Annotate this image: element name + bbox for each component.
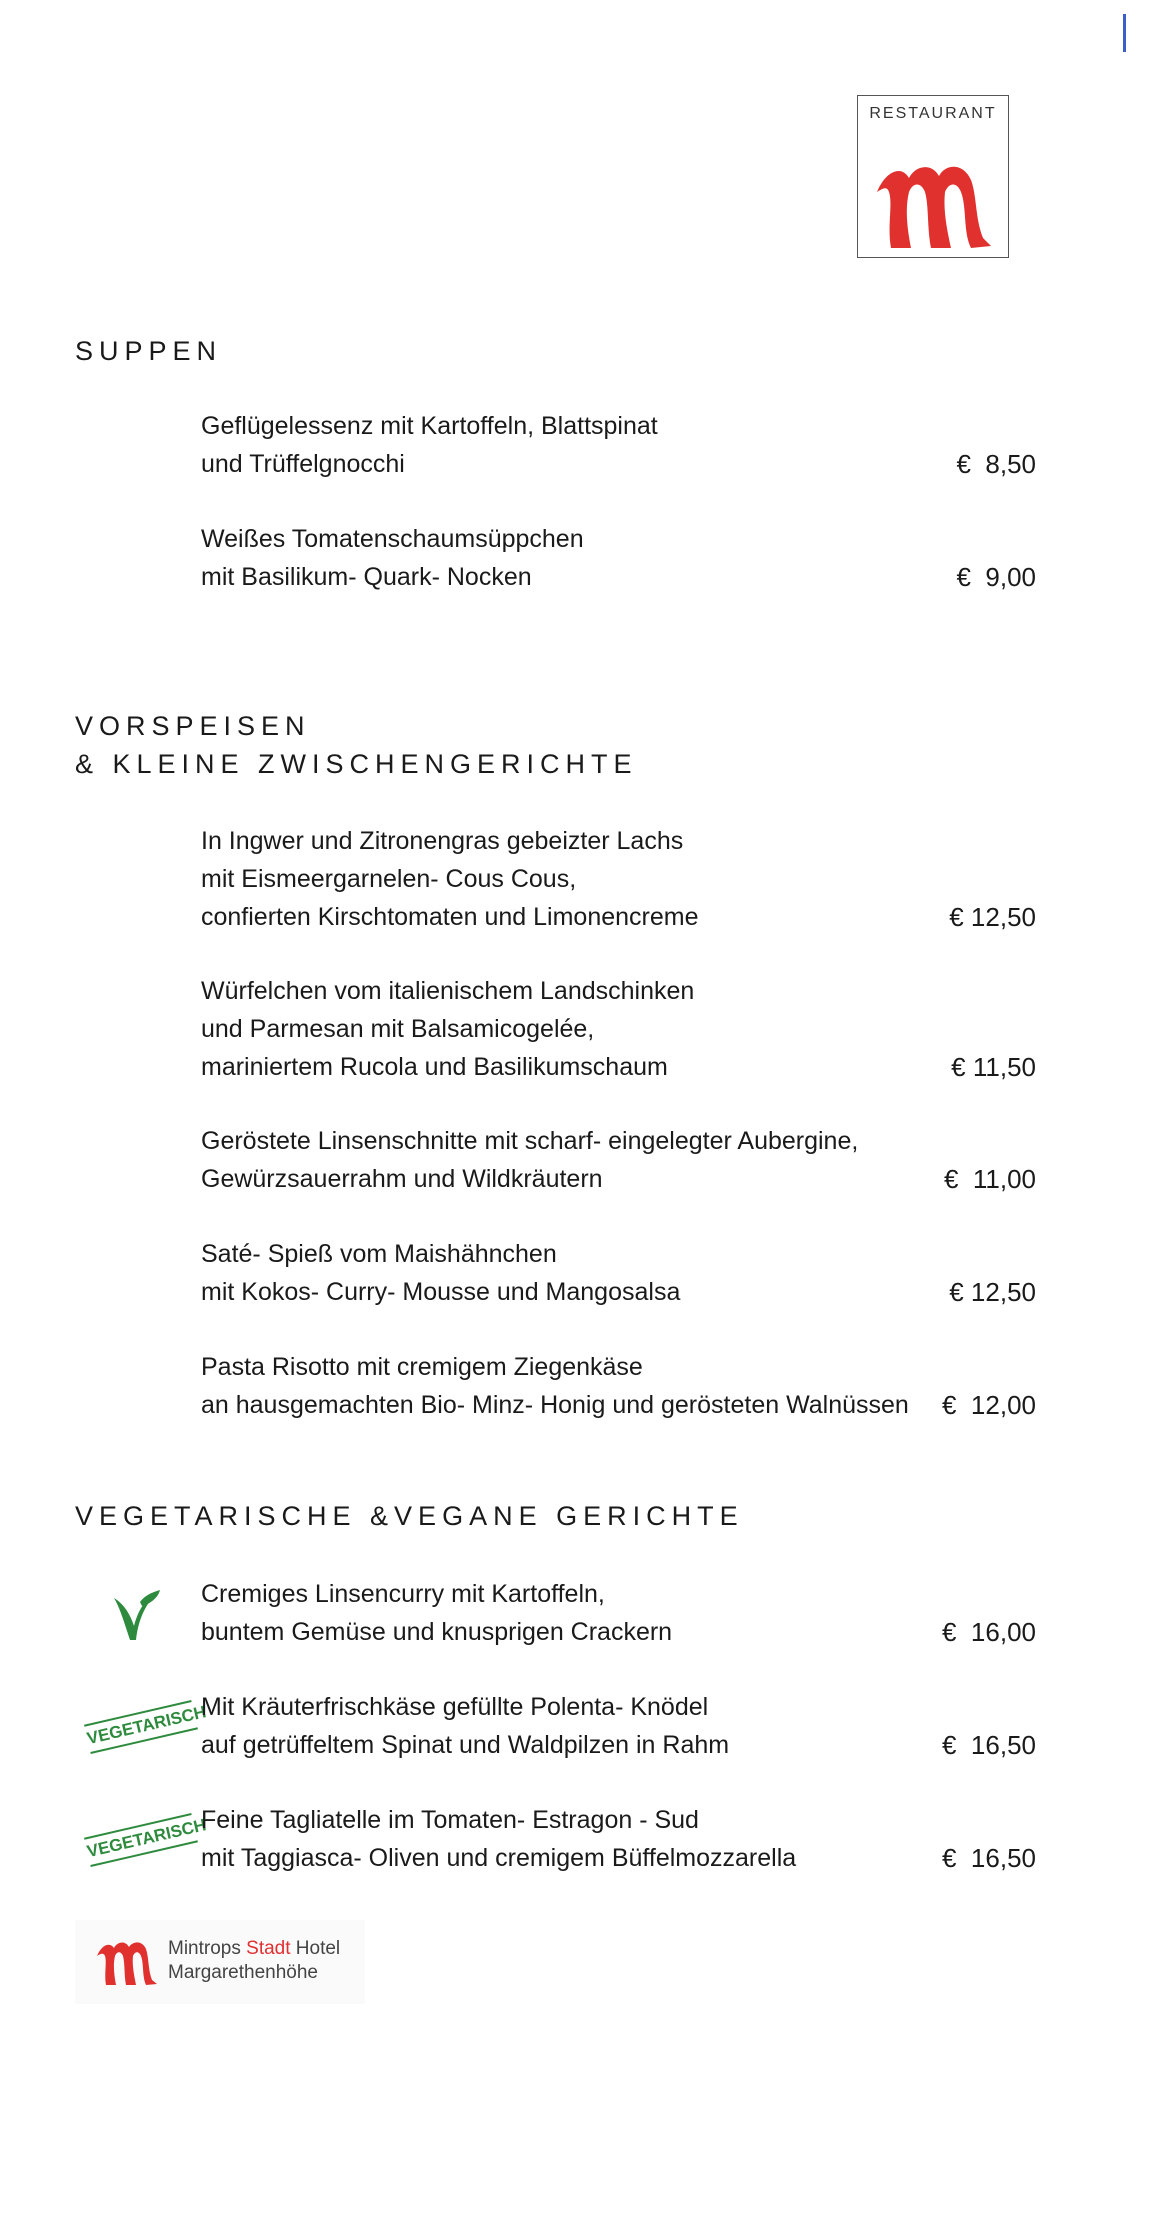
dish-price: € 12,00 <box>942 1390 1036 1420</box>
dish-item <box>201 1235 1041 1311</box>
dish-line: Gewürzsauerrahm und Wildkräutern <box>201 1165 603 1193</box>
dish-price: € 11,50 <box>951 1052 1036 1082</box>
section-title-line: SUPPEN <box>75 336 223 366</box>
dish-line: Geröstete Linsenschnitte mit scharf- eingelegter Aubergine, <box>201 1127 859 1155</box>
dish-item <box>201 972 1041 1086</box>
dish-item <box>201 407 1041 483</box>
dish-line: buntem Gemüse und knusprigen Crackern <box>201 1618 673 1646</box>
dish-price: € 12,50 <box>949 1277 1036 1307</box>
dish-price: € 12,50 <box>949 902 1036 932</box>
dish-line: Mit Kräuterfrischkäse gefüllte Polenta- Knödel <box>201 1693 709 1721</box>
dish-line: mit Taggiasca- Oliven und cremigem Büffelmozzarella <box>201 1844 797 1872</box>
hotel-name-part: Hotel <box>290 1938 341 1959</box>
dish-line: confierten Kirschtomaten und Limonencreme <box>201 903 699 931</box>
dish-line: auf getrüffeltem Spinat und Waldpilzen in Rahm <box>201 1731 730 1759</box>
dish-item <box>201 1801 1041 1877</box>
vegetarisch-stamp <box>85 1702 208 1756</box>
edge-mark <box>1123 14 1126 52</box>
section-title-line: VORSPEISEN <box>75 711 311 741</box>
dish-line: Würfelchen vom italienischem Landschinken <box>201 977 695 1005</box>
dish-line: Cremiges Linsencurry mit Kartoffeln, <box>201 1580 605 1608</box>
section-title-suppen <box>75 332 222 370</box>
vegetarisch-stamp-label: VEGETARISCH <box>84 1813 198 1867</box>
dish-line: mit Basilikum- Quark- Nocken <box>201 563 532 591</box>
dish-line: mit Kokos- Curry- Mousse und Mangosalsa <box>201 1278 681 1306</box>
hotel-name <box>168 1937 340 1961</box>
dish-item <box>201 520 1041 596</box>
dish-price: € 11,00 <box>943 1164 1036 1194</box>
hotel-logo <box>75 1920 365 2004</box>
dish-price: € 16,50 <box>942 1843 1036 1873</box>
dish-line: und Trüffelgnocchi <box>201 450 405 478</box>
dish-item <box>201 1575 1041 1651</box>
dish-line: Feine Tagliatelle im Tomaten- Estragon - Sud <box>201 1806 699 1834</box>
dish-line: mit Eismeergarnelen- Cous Cous, <box>201 865 577 893</box>
vegan-leaf-icon <box>110 1588 162 1644</box>
section-title-vegetarisch <box>75 1497 744 1535</box>
section-title-line: & KLEINE ZWISCHENGERICHTE <box>75 749 638 779</box>
dish-line: In Ingwer und Zitronengras gebeizter Lachs <box>201 827 684 855</box>
logo-word: RESTAURANT <box>869 105 997 122</box>
dish-item <box>201 1688 1041 1764</box>
dish-line: Weißes Tomatenschaumsüppchen <box>201 525 584 553</box>
restaurant-logo <box>857 95 1009 258</box>
dish-price: € 16,50 <box>942 1730 1036 1760</box>
section-title-vorspeisen <box>75 707 638 783</box>
dish-line: mariniertem Rucola und Basilikumschaum <box>201 1053 668 1081</box>
dish-price: € 8,50 <box>956 449 1036 479</box>
dish-line: Geflügelessenz mit Kartoffeln, Blattspinat <box>201 412 658 440</box>
section-title-line: VEGETARISCHE &VEGANE GERICHTE <box>75 1501 744 1531</box>
vegetarisch-stamp <box>85 1815 208 1869</box>
hotel-name-stadt: Stadt <box>246 1938 291 1959</box>
dish-line: Pasta Risotto mit cremigem Ziegenkäse <box>201 1353 643 1381</box>
red-m-logo-icon <box>871 158 997 250</box>
dish-item <box>201 822 1041 936</box>
dish-price: € 16,00 <box>942 1617 1036 1647</box>
hotel-name-part: Mintrops <box>168 1938 247 1959</box>
dish-line: und Parmesan mit Balsamicogelée, <box>201 1015 595 1043</box>
vegetarisch-stamp-label: VEGETARISCH <box>84 1700 198 1754</box>
hotel-location: Margarethenhöhe <box>168 1962 318 1983</box>
dish-line: an hausgemachten Bio- Minz- Honig und gerösteten Walnüssen <box>201 1391 909 1419</box>
dish-price: € 9,00 <box>956 562 1036 592</box>
dish-line: Saté- Spieß vom Maishähnchen <box>201 1240 557 1268</box>
dish-item <box>201 1122 1041 1198</box>
red-m-hotel-icon <box>95 1938 161 1986</box>
dish-item <box>201 1348 1041 1424</box>
